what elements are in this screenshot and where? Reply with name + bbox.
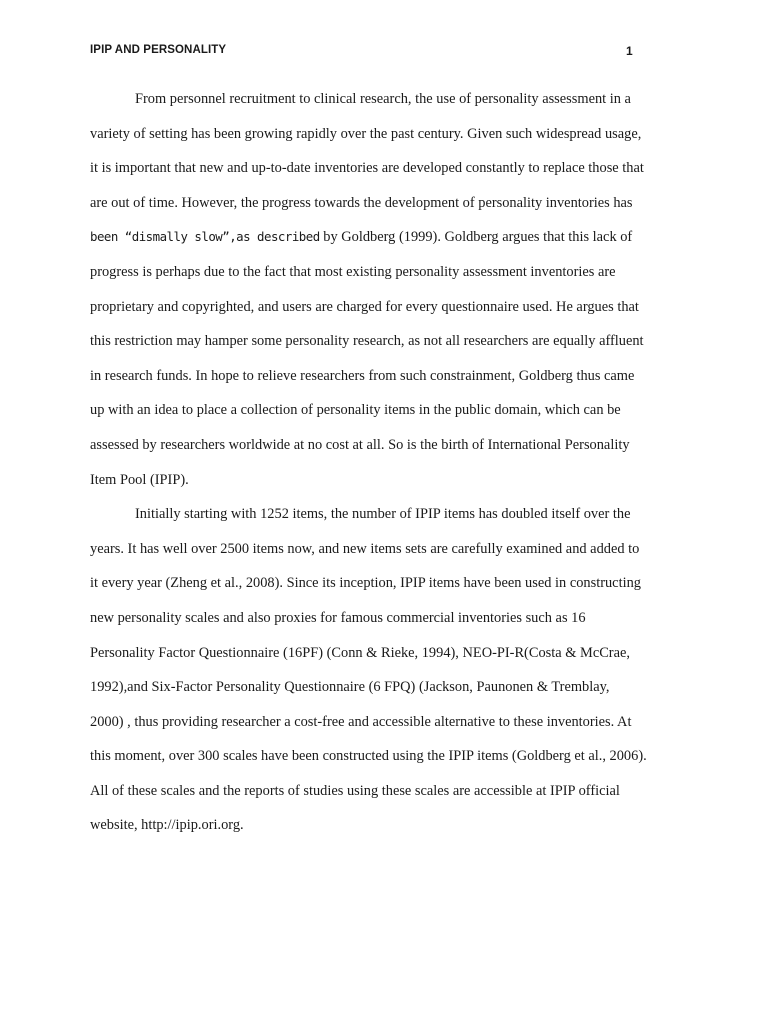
document-body xyxy=(90,82,690,843)
text-line: All of these scales and the reports of studies using these scales are accessible at IPIP official xyxy=(90,782,620,799)
text-line: variety of setting has been growing rapidly over the past century. Given such widespread usage, xyxy=(90,125,642,142)
paragraph-2 xyxy=(90,497,690,843)
text-line: 1992),and Six-Factor Personality Questionnaire (6 FPQ) (Jackson, Paunonen & Tremblay, xyxy=(90,679,610,696)
text-line: From personnel recruitment to clinical research, the use of personality assessment in a xyxy=(135,91,631,107)
text-line: it is important that new and up-to-date inventories are developed constantly to replace those that xyxy=(90,160,644,177)
text-line xyxy=(90,220,690,255)
text-line: years. It has well over 2500 items now, and new items sets are carefully examined and added to xyxy=(90,540,640,557)
text-line: website, http://ipip.ori.org. xyxy=(90,817,244,834)
running-head: IPIP AND PERSONALITY xyxy=(90,44,227,56)
paragraph-1 xyxy=(90,82,690,497)
text-line: 2000) , thus providing researcher a cost-free and accessible alternative to these inventories. At xyxy=(90,713,632,730)
text-line: up with an idea to place a collection of personality items in the public domain, which can be xyxy=(90,402,621,419)
text-run-alt-font: been “dismally slow”,as described xyxy=(90,229,320,245)
text-line: Initially starting with 1252 items, the number of IPIP items has doubled itself over the xyxy=(135,506,631,523)
text-line: Item Pool (IPIP). xyxy=(90,471,189,488)
text-run: by Goldberg (1999). Goldberg argues that this lack of xyxy=(319,229,633,246)
text-line: this restriction may hamper some personality research, as not all researchers are equally affluent xyxy=(90,333,644,350)
text-line: Personality Factor Questionnaire (16PF) (Conn & Rieke, 1994), NEO-PI-R(Costa & McCrae, xyxy=(90,644,630,661)
text-line: are out of time. However, the progress towards the development of personality inventories has xyxy=(90,194,633,211)
page-number: 1 xyxy=(626,44,633,58)
text-line: new personality scales and also proxies for famous commercial inventories such as 16 xyxy=(90,609,586,626)
text-line: it every year (Zheng et al., 2008). Since its inception, IPIP items have been used in constructing xyxy=(90,575,641,592)
text-line: assessed by researchers worldwide at no cost at all. So is the birth of International Personality xyxy=(90,436,630,453)
text-line: proprietary and copyrighted, and users are charged for every questionnaire used. He argues that xyxy=(90,298,639,315)
text-line: progress is perhaps due to the fact that most existing personality assessment inventories are xyxy=(90,263,616,280)
text-line: in research funds. In hope to relieve researchers from such constrainment, Goldberg thus came xyxy=(90,367,635,384)
text-line: this moment, over 300 scales have been constructed using the IPIP items (Goldberg et al., 2006). xyxy=(90,748,647,765)
